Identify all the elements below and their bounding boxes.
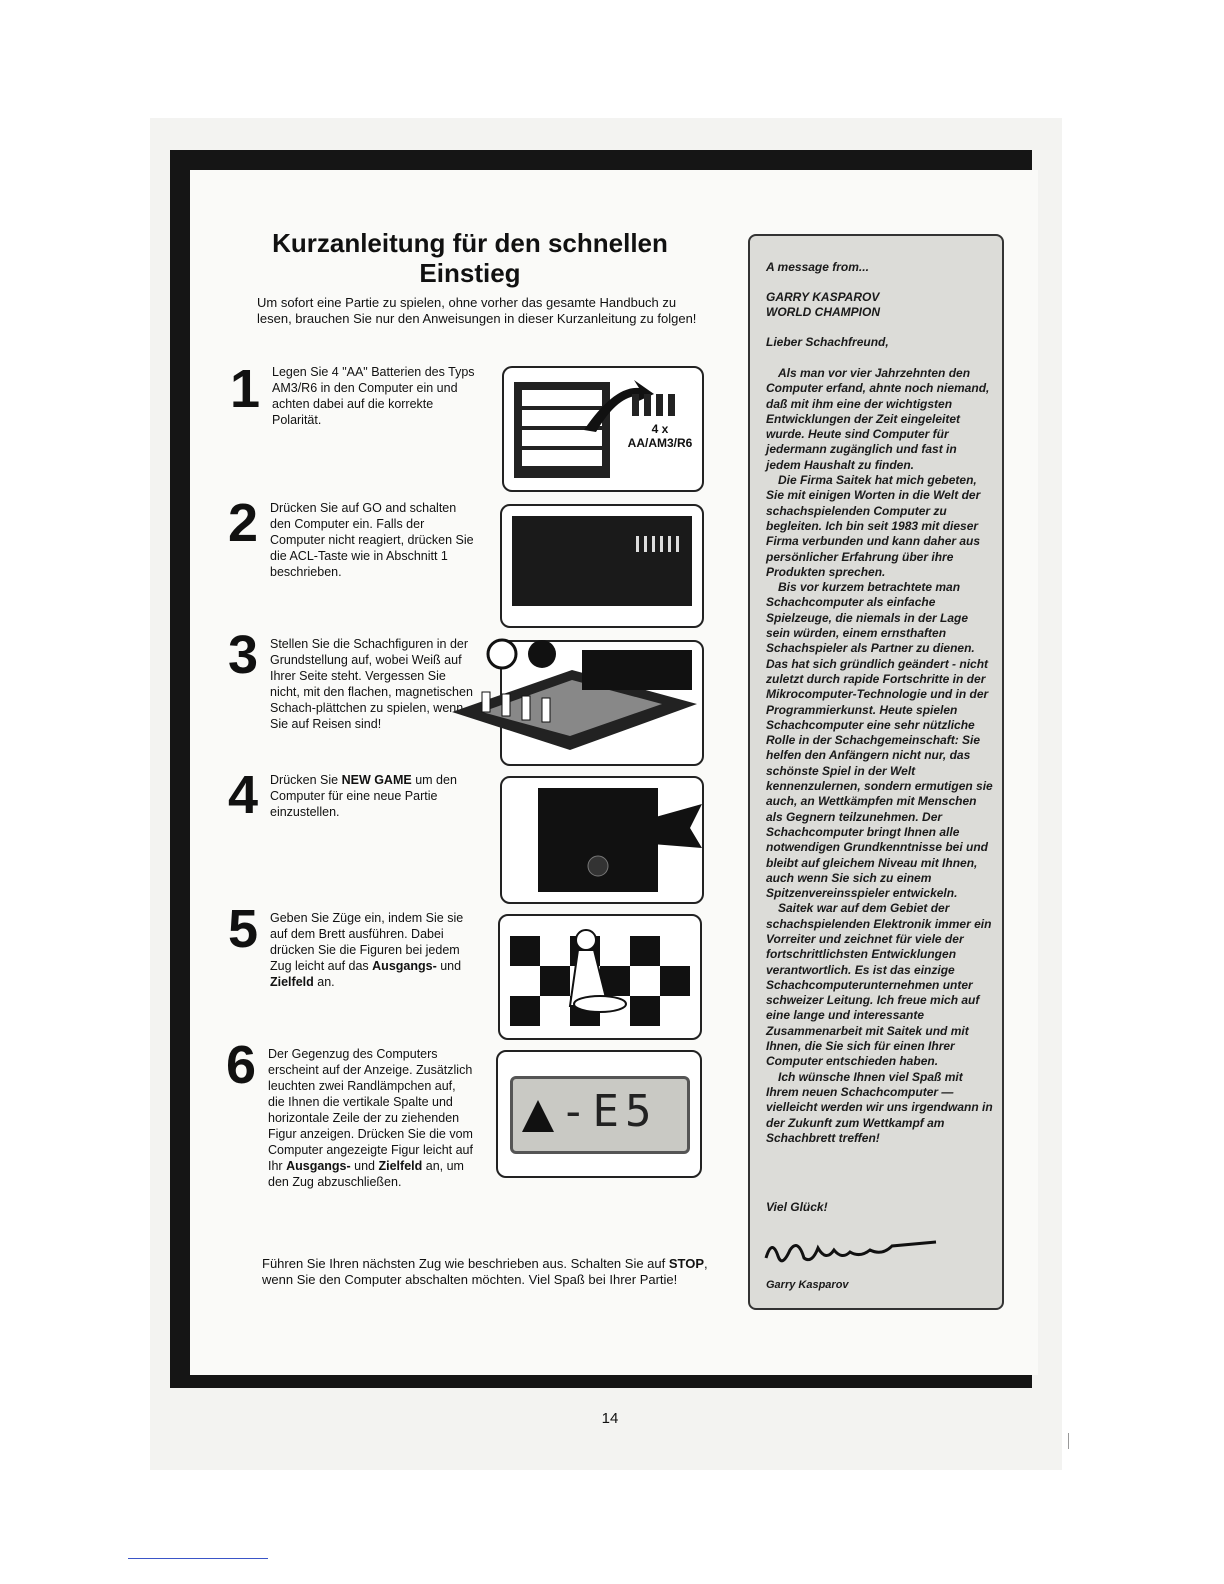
title-line-2: Einstieg: [419, 258, 521, 288]
chess-pieces-icon: [452, 632, 712, 762]
step-4-number: 4: [228, 765, 259, 825]
scan-mark: [1068, 1433, 1069, 1449]
sidebar-paragraph: Die Firma Saitek hat mich gebeten, Sie mit einigen Worten in die Welt der schachspielenden Computer zu begleiten. Ich bin seit 1983 mit dieser Firma verbunden und kann daher aus persönlicher Erfahrung über ihre Produkten sprechen.: [766, 473, 981, 579]
sidebar-paragraph: Bis vor kurzem betrachtete man Schachcomputer als einfache Spielzeuge, die niemals in der Lage sein würden, einem ernsthaften Schachspieler als Partner zu dienen. Das hat sich gründlich geändert - nicht zuletzt durch rapide Fortschritte in der Mikrocomputer-Technologie und in der Programmierkunst. Heute spielen Schachcomputer eine sehr nützliche Rolle in der Schachgemeinschaft: Sie helfen den Anfängern nicht nur, das schönste Spiel in der Welt kennenzulernen, sondern ermutigen sie auch, an Wettkämpfen mit Menschen als Gegnern teilzunehmen. Der Schachcomputer bringt Ihnen alle notwendigen Grundkenntnisse bei und bleibt auf gleichem Niveau mit Ihnen, auch wenn Sie sich zu einem Spitzenvereinsspieler entwickeln.: [766, 580, 993, 901]
sidebar-salutation: Lieber Schachfreund,: [766, 335, 889, 349]
step-6-text: Der Gegenzug des Computers erscheint auf der Anzeige. Zusätzlich leuchten zwei Randlämpchen auf, die Ihnen die vertikale Spalte und horizontale Zeile der zu ziehenden Figur anzeigen. Drücken Sie die vom Computer angezeigte Figur leicht auf Ihr Ausgangs- und Zielfeld an, um den Zug abzuschließen.: [268, 1047, 473, 1189]
new-game-illustration: [500, 776, 704, 904]
signature-image: [760, 1228, 940, 1274]
triangle-indicator-icon: [518, 1092, 558, 1136]
computer-display-illustration: [500, 504, 704, 628]
battery-illustration: [502, 366, 704, 492]
sidebar-heading: A message from...: [766, 260, 869, 274]
intro-text: Um sofort eine Partie zu spielen, ohne vorher das gesamte Handbuch zu lesen, brauchen Sie nur den Anweisungen in dieser Kurzanleitung zu folgen!: [257, 295, 697, 326]
move-input-illustration: [498, 914, 702, 1040]
title-line-1: Kurzanleitung für den schnellen: [272, 228, 668, 258]
step-4-text: Drücken Sie NEW GAME um den Computer für eine neue Partie einzustellen.: [270, 773, 457, 819]
step-6-number: 6: [226, 1035, 257, 1095]
signature-name: Garry Kasparov: [766, 1279, 849, 1291]
sidebar-paragraph: Als man vor vier Jahrzehnten den Computer erfand, ahnte noch niemand, daß mit ihm eine der wichtigsten Entwicklungen der Zeit eingeleitet wurde. Heute sind Computer für jedermann zugänglich und fast in jedem Haushalt zu finden.: [766, 366, 990, 472]
sidebar-name: GARRY KASPAROV: [766, 290, 880, 304]
sidebar-paragraph: Ich wünsche Ihnen viel Spaß mit Ihrem neuen Schachcomputer — vielleicht werden wir uns irgendwann in der Zukunft zum Wettkampf am Schachbrett treffen!: [766, 1069, 993, 1145]
step-2-number: 2: [228, 493, 259, 553]
page-title: [250, 228, 690, 288]
step-1-number: 1: [230, 359, 261, 419]
battery-count-label: 4 x: [651, 422, 669, 436]
sidebar-closing: Viel Glück!: [766, 1200, 828, 1214]
sidebar-paragraph: Saitek war auf dem Gebiet der schachspielenden Elektronik immer ein Vorreiter und zeichnet für viele der fortschrittlichsten Entwicklungen verantwortlich. Es ist das einzige Schachcomputerunternehmen unter schweizer Leitung. Ich freue mich auf eine lange und interessante Zusammenarbeit mit Saitek und mit Ihnen, die Sie sich für einen Ihrer Computer entschieden haben.: [766, 901, 992, 1069]
page-number: 14: [601, 1410, 619, 1427]
footer-text: Führen Sie Ihren nächsten Zug wie beschrieben aus. Schalten Sie auf STOP, wenn Sie den Computer abschalten möchten. Viel Spaß bei Ihrer Partie!: [262, 1256, 708, 1287]
sidebar-role: WORLD CHAMPION: [766, 305, 880, 319]
display-readout-illustration: [496, 1050, 702, 1178]
step-3-text: Stellen Sie die Schachfiguren in der Grundstellung auf, wobei Weiß auf Ihrer Seite steht. Vergessen Sie nicht, mit den flachen, magnetischen Schach-plättchen zu spielen, wenn Sie auf Reisen sind!: [270, 637, 473, 731]
footnote-rule: [128, 1558, 268, 1559]
step-3-number: 3: [228, 625, 259, 685]
step-5-number: 5: [228, 899, 259, 959]
step-2-text: Drücken Sie auf GO and schalten den Computer ein. Falls der Computer nicht reagiert, drücken Sie die ACL-Taste wie in Abschnitt 1 beschrieben.: [270, 501, 474, 579]
step-1-text: Legen Sie 4 "AA" Batterien des Typs AM3/R6 in den Computer ein und achten dabei auf die korrekte Polarität.: [272, 365, 475, 427]
screen-bars-icon: [502, 506, 702, 626]
battery-type-label: AA/AM3/R6: [627, 436, 693, 450]
lcd-move-display: -E5: [560, 1086, 658, 1137]
sidebar-body: [766, 366, 994, 1146]
new-game-button-icon: [502, 778, 702, 902]
pawn-on-board-icon: [500, 916, 700, 1038]
step-5-text: Geben Sie Züge ein, indem Sie sie auf dem Brett ausführen. Dabei drücken Sie die Figuren bei jedem Zug leicht auf das Ausgangs- und Zielfeld an.: [270, 911, 464, 989]
